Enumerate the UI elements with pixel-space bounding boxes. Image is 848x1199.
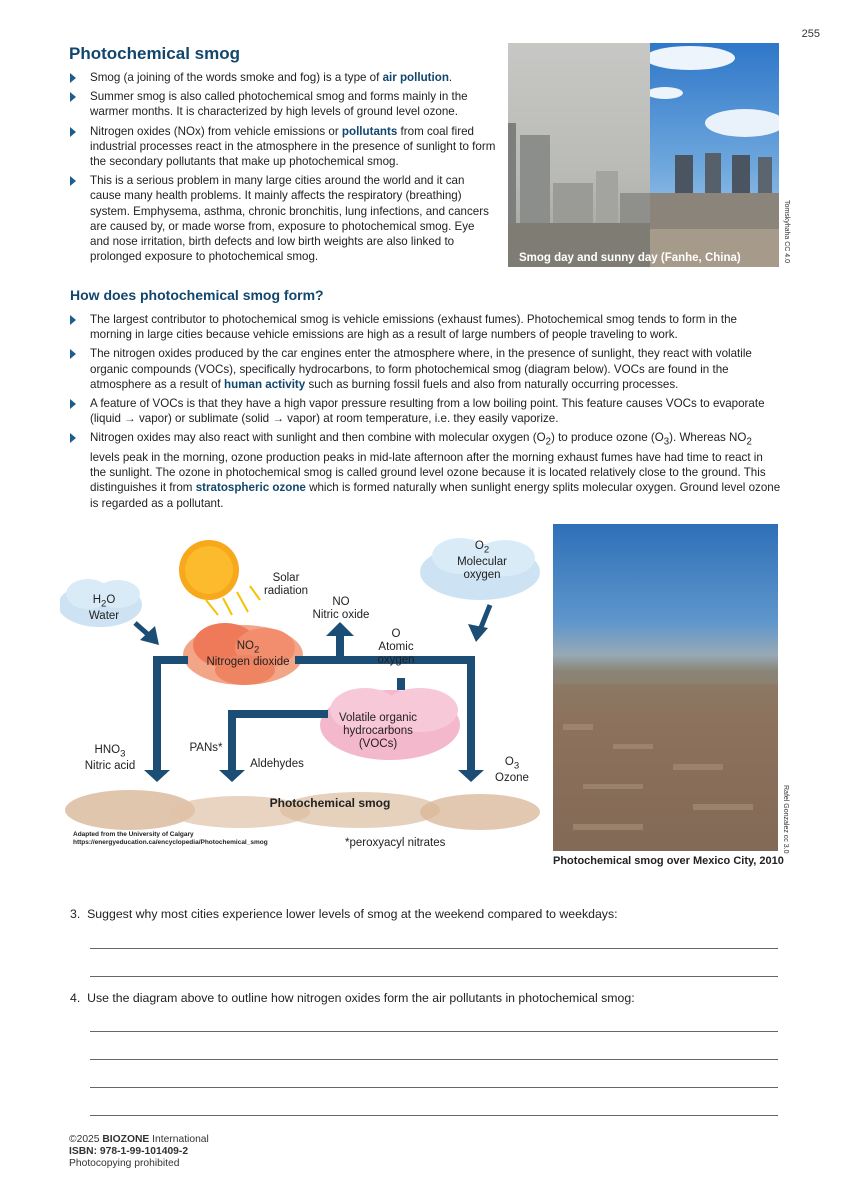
bullet-item: Nitrogen oxides (NOx) from vehicle emissions or pollutants from coal fired industrial processes react in the atmosphere in the presence of sunlight to form the secondary pollutants that make up photochemical smog. (69, 124, 497, 170)
bullet-item: A feature of VOCs is that they have a high vapor pressure resulting from a low boiling point. This feature causes VOCs to evaporate (liquid → vapor) or sublimate (solid → vapor) at room temperature, i.e. they easily vaporize. (69, 396, 781, 426)
photo-credit: Tomskyhaha CC 4.0 (783, 200, 790, 264)
keyword-link[interactable]: pollutants (341, 124, 398, 138)
bullet-item: The largest contributor to photochemical smog is vehicle emissions (exhaust fumes). Photochemical smog tends to form in the morning in large cities because vehicle emissions are high as a result of large numbers of people traveling to work. (69, 312, 781, 342)
keyword-link[interactable]: air pollution (382, 71, 449, 84)
bullet-item: The nitrogen oxides produced by the car engines enter the atmosphere where, in the presence of sunlight, they react with volatile organic compounds (VOCs), specifically hydrocarbons, to form photochemical smog (diagram below). VOCs are found in the atmosphere as a result of human activity such as burning fossil fuels and also from naturally occurring processes. (69, 346, 781, 392)
page-footer (69, 1134, 209, 1169)
section-title-formation: How does photochemical smog form? (70, 287, 324, 303)
label-photochemical-smog: Photochemical smog (269, 796, 391, 810)
photo-credit: Rafel Gonzalez cc 3.0 (782, 785, 789, 854)
label-ozone: $O_3$ Ozone (495, 756, 529, 785)
bullet-item: Nitrogen oxides may also react with sunlight and then combine with molecular oxygen $(O_2)$ to produce ozone $(O_3)$. Whereas $NO_2$ levels peak in the morning, ozone production peaks in mid-late afternoon after the morning exhaust fumes have had time to react in the sunlight. The ozone in photochemical smog is called ground level ozone because it is located relatively close to the ground. This distinguishes it from stratospheric ozone which is formed naturally when sunlight energy splits molecular oxygen. Ground level ozone is regarded as a pollutant. (69, 430, 781, 510)
sun-icon (179, 540, 260, 615)
answer-line[interactable] (90, 976, 778, 977)
label-molecular-oxygen: $O_2$ Molecular oxygen (457, 540, 507, 582)
bullet-item: Smog (a joining of the words smoke and fog) is a type of air pollution. (69, 70, 497, 85)
answer-line[interactable] (90, 948, 778, 949)
answer-line[interactable] (90, 1031, 778, 1032)
page-number: 255 (801, 28, 820, 40)
intro-bullet-list (69, 70, 497, 268)
smog-day-half (508, 43, 650, 267)
mexico-city-smog-photo (553, 524, 778, 851)
bullet-item: Summer smog is also called photochemical smog and forms mainly in the warmer months. It is characterized by high levels of ground level ozone. (69, 89, 497, 119)
smog-formation-diagram (60, 520, 540, 860)
label-nitric-oxide: NO Nitric oxide (312, 596, 370, 621)
label-water: $H_2O$ Water (88, 594, 120, 623)
bullet-item: This is a serious problem in many large cities around the world and it can cause many health problems. It mainly affects the respiratory (breathing) system. Emphysema, asthma, chronic bronchitis, lung infections, and cancers are caused by, or made worse from, exposure to photochemical smog. Eye and nose irritation, birth defects and low birth weights are also linked to prolonged exposure to photochemical smog. (69, 173, 497, 264)
question-3: 3. Suggest why most cities experience lower levels of smog at the weekend compared to weekdays: (70, 907, 618, 921)
photo-caption: Photochemical smog over Mexico City, 2010 (553, 855, 784, 867)
copyright: ©2025 BIOZONE International (69, 1134, 209, 1145)
label-vocs: Volatile organic hydrocarbons (VOCs) (339, 712, 417, 750)
isbn: ISBN: 978-1-99-101409-2 (69, 1145, 189, 1157)
diagram-footnote: *peroxyacyl nitrates (345, 837, 446, 849)
smog-comparison-photo (508, 43, 779, 267)
label-nitric-acid: $HNO_3$ Nitric acid (84, 744, 136, 773)
keyword-link[interactable]: human activity (224, 377, 306, 391)
keyword-link[interactable]: stratospheric ozone (195, 481, 306, 495)
label-nitrogen-dioxide: $NO_2$ Nitrogen dioxide (206, 640, 290, 669)
section-title-photochemical-smog: Photochemical smog (69, 44, 240, 63)
label-solar-radiation: Solar radiation (263, 572, 309, 597)
diagram-source-note: Adapted from the University of Calgary https://energyeducation.ca/encyclopedia/Photochemical_smog (73, 831, 268, 846)
sunny-day-half (650, 43, 779, 267)
answer-line[interactable] (90, 1087, 778, 1088)
label-aldehydes: Aldehydes (250, 758, 304, 770)
photocopy-note: Photocopying prohibited (69, 1157, 180, 1169)
formation-bullet-list (69, 312, 781, 515)
question-4: 4. Use the diagram above to outline how nitrogen oxides form the air pollutants in photochemical smog: (70, 991, 635, 1005)
photo-caption: Smog day and sunny day (Fanhe, China) (519, 252, 741, 264)
label-atomic-oxygen: O Atomic oxygen (377, 628, 415, 666)
label-pans: PANs* (189, 742, 223, 754)
answer-line[interactable] (90, 1115, 778, 1116)
answer-line[interactable] (90, 1059, 778, 1060)
